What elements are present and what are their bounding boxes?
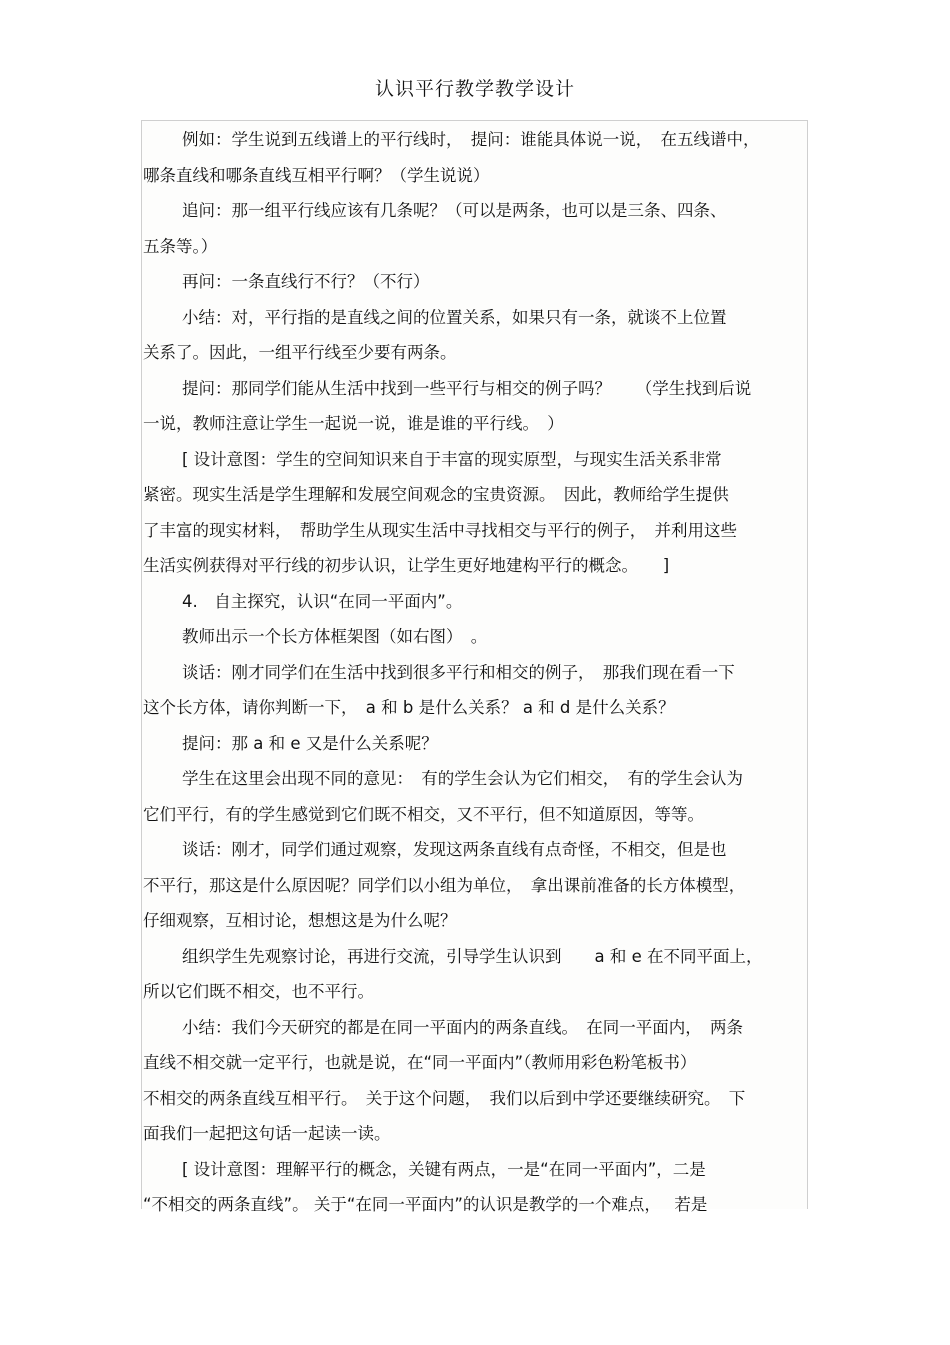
text-line: 生活实例获得对平行线的初步认识，让学生更好地建构平行的概念。 ] — [143, 556, 670, 575]
text-line: 紧密。现实生活是学生理解和发展空间观念的宝贵资源。 因此，教师给学生提供 — [143, 485, 729, 504]
document-body — [143, 122, 805, 1223]
text-line: [ 设计意图：学生的空间知识来自于丰富的现实原型，与现实生活关系非常 — [182, 449, 722, 469]
text-line: 学生在这里会出现不同的意见： 有的学生会认为它们相交， 有的学生会认为 — [182, 769, 743, 788]
text-line: 哪条直线和哪条直线互相平行啊？（学生说说） — [143, 165, 490, 185]
text-line: 直线不相交就一定平行，也就是说，在“同一平面内”（教师用彩色粉笔板书） — [143, 1053, 697, 1072]
text-line: 谈话：刚才同学们在生活中找到很多平行和相交的例子， 那我们现在看一下 — [182, 662, 735, 682]
text-line: 小结：我们今天研究的都是在同一平面内的两条直线。 在同一平面内， 两条 — [182, 1017, 743, 1037]
text-line: 所以它们既不相交，也不平行。 — [143, 982, 374, 1001]
text-line: 不相交的两条直线互相平行。 关于这个问题， 我们以后到中学还要继续研究。 下 — [143, 1088, 746, 1108]
text-line: 它们平行，有的学生感觉到它们既不相交，又不平行，但不知道原因，等等。 — [143, 804, 704, 824]
text-line: “不相交的两条直线”。 关于“在同一平面内”的认识是教学的一个难点， 若是 — [143, 1195, 708, 1214]
document-title: 认识平行教学教学设计 — [374, 78, 575, 100]
text-line: 五条等。） — [143, 236, 218, 256]
text-line: [ 设计意图：理解平行的概念，关键有两点，一是“在同一平面内”，二是 — [182, 1159, 706, 1179]
text-line: 不平行，那这是什么原因呢？同学们以小组为单位， 拿出课前准备的长方体模型， — [143, 875, 746, 895]
text-line: 再问：一条直线行不行？（不行） — [182, 272, 430, 291]
text-line: 仔细观察，互相讨论，想想这是为什么呢？ — [143, 911, 457, 930]
text-line: 谈话：刚才，同学们通过观察，发现这两条直线有点奇怪，不相交，但是也 — [182, 840, 727, 859]
text-line: 面我们一起把这句话一起读一读。 — [143, 1124, 391, 1143]
text-line: 提问：那同学们能从生活中找到一些平行与相交的例子吗？ （学生找到后说 — [182, 378, 752, 398]
text-line: 4. 自主探究，认识“在同一平面内”。 — [182, 591, 463, 611]
text-line: 提问：那 a 和 e 又是什么关系呢？ — [182, 733, 438, 753]
text-line: 关系了。因此，一组平行线至少要有两条。 — [143, 343, 457, 362]
text-line: 教师出示一个长方体框架图（如右图） 。 — [182, 627, 488, 646]
text-line: 组织学生先观察讨论，再进行交流，引导学生认识到 a 和 e 在不同平面上， — [182, 946, 763, 966]
text-line: 了丰富的现实材料， 帮助学生从现实生活中寻找相交与平行的例子， 并利用这些 — [143, 520, 737, 540]
text-line: 小结：对，平行指的是直线之间的位置关系，如果只有一条，就谈不上位置 — [182, 307, 727, 327]
text-line: 例如：学生说到五线谱上的平行线时， 提问：谁能具体说一说， 在五线谱中， — [182, 130, 760, 149]
text-line: 这个长方体，请你判断一下， a 和 b 是什么关系？ a 和 d 是什么关系？ — [143, 698, 675, 717]
text-line: 追问：那一组平行线应该有几条呢？（可以是两条，也可以是三条、四条、 — [182, 201, 727, 220]
text-line: 一说，教师注意让学生一起说一说，谁是谁的平行线。 ） — [143, 414, 564, 433]
